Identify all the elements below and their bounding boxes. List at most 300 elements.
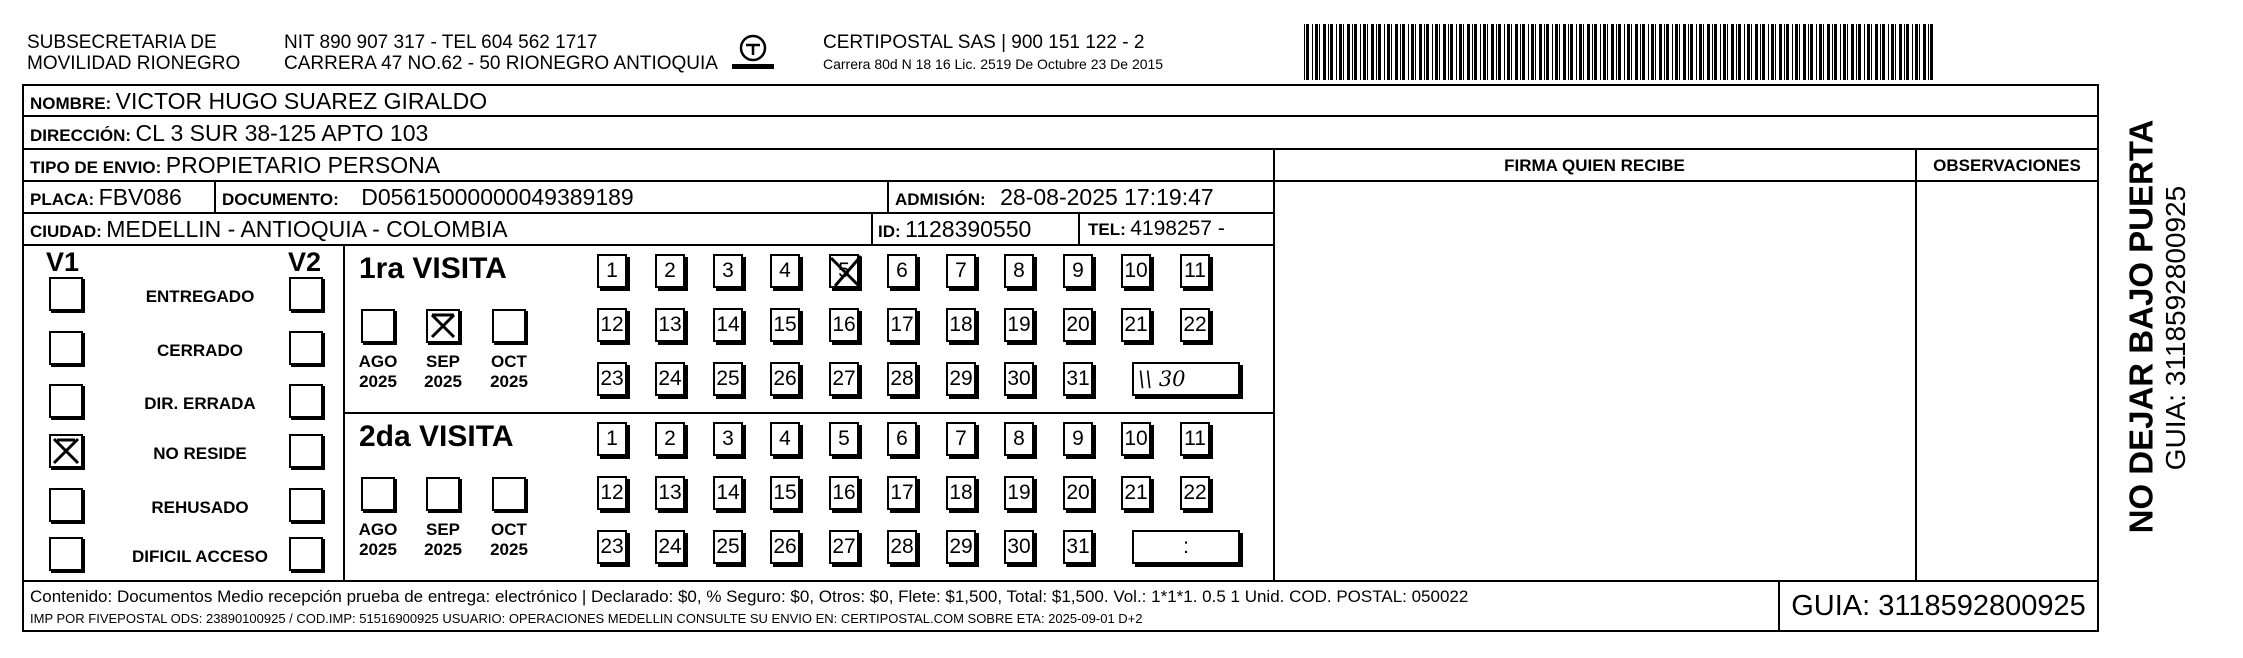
barcode-bar [1391, 24, 1392, 80]
org-name-line2: MOVILIDAD RIONEGRO [27, 53, 241, 74]
barcode-bar [1858, 24, 1861, 80]
day-box[interactable]: 4 [770, 254, 800, 288]
day-box[interactable]: 28 [887, 362, 917, 396]
barcode-bar [1880, 24, 1881, 80]
v1-checkbox[interactable] [49, 434, 83, 468]
day-box[interactable]: 17 [887, 308, 917, 342]
day-box[interactable]: 1 [597, 254, 627, 288]
day-box[interactable]: 27 [829, 530, 859, 564]
barcode-bar [1559, 24, 1560, 80]
barcode-bar [1607, 24, 1608, 80]
barcode-bar [1714, 24, 1717, 80]
barcode-bar [1696, 24, 1697, 80]
barcode-bar [1635, 24, 1638, 80]
observations-area[interactable] [1917, 182, 2097, 578]
address-line: CARRERA 47 NO.62 - 50 RIONEGRO ANTIOQUIA [284, 53, 718, 74]
day-box[interactable]: 12 [597, 308, 627, 342]
day-box[interactable]: 5 [829, 254, 859, 288]
barcode-bar [1904, 24, 1905, 80]
barcode-bar [1587, 24, 1590, 80]
barcode-bar [1840, 24, 1841, 80]
barcode-bar [1515, 24, 1518, 80]
day-box[interactable]: 25 [713, 362, 743, 396]
month-year: 2025 [424, 539, 462, 559]
barcode-bar [1792, 24, 1793, 80]
day-box[interactable]: 19 [1004, 476, 1034, 510]
barcode-bar [1912, 24, 1913, 80]
barcode-bar [1371, 24, 1374, 80]
barcode-bar [1528, 24, 1529, 80]
barcode-bar [1666, 24, 1669, 80]
day-box[interactable]: 11 [1180, 422, 1210, 456]
direccion-row [30, 122, 428, 145]
nombre-label: NOMBRE: [30, 94, 112, 113]
barcode-bar [1672, 24, 1673, 80]
month-name: OCT [491, 520, 527, 539]
day-box[interactable]: 8 [1004, 422, 1034, 456]
barcode-bar [1799, 24, 1800, 80]
status-label: REHUSADO [151, 498, 249, 517]
barcode-bar [1323, 24, 1326, 80]
id-field [878, 218, 1031, 241]
barcode-bar [1579, 24, 1582, 80]
barcode-bar [1363, 24, 1366, 80]
month-checkbox-oct[interactable] [492, 477, 526, 511]
courier-line1: CERTIPOSTAL SAS | 900 151 122 - 2 [823, 32, 1145, 53]
v2-checkbox[interactable] [289, 537, 323, 571]
day-box[interactable]: 9 [1063, 254, 1093, 288]
barcode-bar [1915, 24, 1918, 80]
day-box[interactable]: 30 [1004, 530, 1034, 564]
org-name-line1: SUBSECRETARIA DE [27, 32, 217, 53]
day-box[interactable]: 18 [946, 308, 976, 342]
day-box[interactable]: 15 [770, 476, 800, 510]
tipo-envio-row [30, 154, 440, 177]
x-mark-icon [428, 311, 458, 341]
ciudad-field [30, 218, 508, 241]
day-box[interactable]: 29 [946, 362, 976, 396]
barcode-bar [1520, 24, 1521, 80]
v2-checkbox[interactable] [289, 488, 323, 522]
barcode-bar [1659, 24, 1662, 80]
nombre-value: VICTOR HUGO SUAREZ GIRALDO [115, 88, 488, 114]
day-box[interactable]: 26 [770, 530, 800, 564]
barcode-bar [1522, 24, 1525, 80]
barcode-bar [1594, 24, 1597, 80]
admision-label: ADMISIÓN: [895, 190, 986, 209]
day-box[interactable]: 9 [1063, 422, 1093, 456]
day-box[interactable]: 14 [713, 476, 743, 510]
time-box[interactable]: \\ 30 [1132, 362, 1240, 396]
barcode-bar [1330, 24, 1333, 80]
barcode-bar [1336, 24, 1337, 80]
barcode-bar [1408, 24, 1409, 80]
day-box[interactable]: 8 [1004, 254, 1034, 288]
barcode-bar [1616, 24, 1617, 80]
barcode-bar [1664, 24, 1665, 80]
day-box[interactable]: 22 [1180, 308, 1210, 342]
barcode-bar [1699, 24, 1702, 80]
barcode-bar [1624, 24, 1625, 80]
barcode-bar [1762, 24, 1765, 80]
month-label [414, 352, 472, 391]
day-box[interactable]: 16 [829, 476, 859, 510]
day-box[interactable]: 5 [829, 422, 859, 456]
v2-checkbox[interactable] [289, 434, 323, 468]
barcode-bar [1354, 24, 1357, 80]
id-label: ID: [878, 222, 901, 241]
direccion-label: DIRECCIÓN: [30, 126, 132, 145]
barcode-bar [1306, 24, 1309, 80]
barcode-bar [1655, 24, 1656, 80]
day-box[interactable]: 1 [597, 422, 627, 456]
barcode-bar [1856, 24, 1857, 80]
time-box[interactable]: : [1132, 530, 1240, 564]
day-box[interactable]: 13 [655, 476, 685, 510]
barcode-bar [1775, 24, 1776, 80]
barcode-bar [1906, 24, 1909, 80]
day-box[interactable]: 17 [887, 476, 917, 510]
barcode-bar [1467, 24, 1470, 80]
month-year: 2025 [359, 371, 397, 391]
v2-checkbox[interactable] [289, 277, 323, 311]
barcode-bar [1675, 24, 1678, 80]
month-name: AGO [358, 520, 398, 539]
signature-area[interactable] [1275, 182, 1913, 578]
barcode [1304, 24, 1938, 80]
barcode-bar [1808, 24, 1809, 80]
barcode-bar [1627, 24, 1630, 80]
barcode-bar [1456, 24, 1457, 80]
barcode-bar [1771, 24, 1774, 80]
observaciones-header: OBSERVACIONES [1933, 156, 2081, 175]
id-value: 1128390550 [905, 216, 1032, 242]
v1-checkbox[interactable] [49, 537, 83, 571]
barcode-bar [1487, 24, 1488, 80]
month-year: 2025 [490, 371, 528, 391]
day-box[interactable]: 10 [1121, 422, 1151, 456]
day-box[interactable]: 15 [770, 308, 800, 342]
barcode-bar [1347, 24, 1350, 80]
month-name: AGO [358, 352, 398, 371]
barcode-bar [1631, 24, 1632, 80]
barcode-bar [1843, 24, 1846, 80]
day-box[interactable]: 23 [597, 362, 627, 396]
barcode-bar [1352, 24, 1353, 80]
month-label [414, 520, 472, 559]
day-box[interactable]: 25 [713, 530, 743, 564]
barcode-bar [1491, 24, 1494, 80]
barcode-bar [1507, 24, 1510, 80]
month-checkbox-sep[interactable] [426, 309, 460, 343]
month-label [480, 352, 538, 391]
barcode-bar [1384, 24, 1385, 80]
tel-label: TEL: [1088, 220, 1126, 239]
ciudad-value: MEDELLIN - ANTIOQUIA - COLOMBIA [106, 216, 508, 242]
nombre-row [30, 90, 487, 113]
barcode-bar [1888, 24, 1889, 80]
day-box[interactable]: 6 [887, 254, 917, 288]
barcode-bar [1864, 24, 1865, 80]
barcode-bar [1891, 24, 1894, 80]
placa-field [30, 186, 182, 209]
barcode-bar [1504, 24, 1505, 80]
barcode-bar [1779, 24, 1782, 80]
barcode-bar [1823, 24, 1824, 80]
barcode-bar [1496, 24, 1497, 80]
barcode-bar [1816, 24, 1817, 80]
day-box[interactable]: 22 [1180, 476, 1210, 510]
barcode-bar [1727, 24, 1728, 80]
footer-guia: GUIA: 3118592800925 [1791, 590, 2086, 622]
day-box[interactable]: 2 [655, 254, 685, 288]
barcode-bar [1882, 24, 1885, 80]
day-box[interactable]: 14 [713, 308, 743, 342]
barcode-bar [1315, 24, 1318, 80]
barcode-bar [1400, 24, 1401, 80]
month-year: 2025 [490, 539, 528, 559]
day-box[interactable]: 7 [946, 254, 976, 288]
barcode-bar [1895, 24, 1896, 80]
day-box[interactable]: 31 [1063, 362, 1093, 396]
day-box[interactable]: 2 [655, 422, 685, 456]
barcode-bar [1419, 24, 1422, 80]
visit-title: 2da VISITA [359, 420, 514, 453]
barcode-bar [1618, 24, 1621, 80]
status-label: DIR. ERRADA [144, 394, 256, 413]
x-mark-icon [827, 252, 865, 292]
barcode-bar [1563, 24, 1566, 80]
barcode-bar [1319, 24, 1320, 80]
v1-checkbox[interactable] [49, 488, 83, 522]
tipo-envio-value: PROPIETARIO PERSONA [165, 152, 441, 178]
barcode-bar [1511, 24, 1512, 80]
v1-checkbox[interactable] [49, 384, 83, 418]
month-label [349, 520, 407, 559]
barcode-bar [1474, 24, 1477, 80]
day-box[interactable]: 11 [1180, 254, 1210, 288]
barcode-bar [1703, 24, 1704, 80]
side-notice: NO DEJAR BAJO PUERTA [2122, 119, 2160, 534]
barcode-bar [1832, 24, 1833, 80]
nit-line: NIT 890 907 317 - TEL 604 562 1717 [284, 32, 598, 53]
day-box[interactable]: 27 [829, 362, 859, 396]
month-name: OCT [491, 352, 527, 371]
month-checkbox-ago[interactable] [361, 477, 395, 511]
day-box[interactable]: 24 [655, 362, 685, 396]
barcode-bar [1360, 24, 1361, 80]
barcode-bar [1480, 24, 1481, 80]
barcode-bar [1847, 24, 1848, 80]
month-name: SEP [425, 352, 461, 371]
barcode-bar [1851, 24, 1854, 80]
month-year: 2025 [424, 371, 462, 391]
barcode-bar [1707, 24, 1710, 80]
barcode-bar [1930, 24, 1933, 80]
day-box[interactable]: 20 [1063, 308, 1093, 342]
barcode-bar [1395, 24, 1398, 80]
barcode-bar [1648, 24, 1649, 80]
day-box[interactable]: 31 [1063, 530, 1093, 564]
barcode-bar [1376, 24, 1377, 80]
barcode-bar [1583, 24, 1584, 80]
day-box[interactable]: 29 [946, 530, 976, 564]
side-notice-column [2116, 90, 2160, 560]
month-name: SEP [425, 520, 461, 539]
barcode-bar [1768, 24, 1769, 80]
barcode-bar [1531, 24, 1534, 80]
barcode-bar [1755, 24, 1758, 80]
admision-value: 28-08-2025 17:19:47 [1000, 184, 1214, 210]
barcode-bar [1611, 24, 1614, 80]
barcode-bar [1923, 24, 1926, 80]
barcode-bar [1738, 24, 1741, 80]
day-box[interactable]: 3 [713, 254, 743, 288]
documento-field [222, 186, 634, 209]
day-box[interactable]: 28 [887, 530, 917, 564]
barcode-bar [1555, 24, 1558, 80]
barcode-bar [1304, 24, 1305, 80]
documento-value: D05615000000049389189 [361, 184, 634, 210]
firma-header: FIRMA QUIEN RECIBE [1504, 156, 1685, 175]
barcode-bar [1688, 24, 1689, 80]
footer-print-line: IMP POR FIVEPOSTAL ODS: 23890100925 / COD.IMP: 51516900925 USUARIO: OPERACIONES MEDELLIN CONSULTE SU ENVIO EN: CERTIPOSTAL.COM SOBRE ETA: 2025-09-01 D+2 [30, 611, 1143, 626]
documento-label: DOCUMENTO: [222, 190, 339, 209]
barcode-bar [1387, 24, 1390, 80]
month-checkbox-oct[interactable] [492, 309, 526, 343]
barcode-bar [1899, 24, 1902, 80]
courier-logo-icon [728, 32, 778, 74]
admision-field [895, 186, 1214, 209]
status-label: DIFICIL ACCESO [131, 547, 268, 566]
barcode-bar [1736, 24, 1737, 80]
month-year: 2025 [359, 539, 397, 559]
day-box[interactable]: 13 [655, 308, 685, 342]
barcode-bar [1723, 24, 1726, 80]
barcode-bar [1568, 24, 1569, 80]
month-checkbox-sep[interactable] [426, 477, 460, 511]
barcode-bar [1819, 24, 1822, 80]
ciudad-label: CIUDAD: [30, 222, 102, 241]
month-label [349, 352, 407, 391]
x-mark-icon [51, 436, 81, 466]
tipo-envio-label: TIPO DE ENVIO: [30, 158, 162, 177]
barcode-bar [1328, 24, 1329, 80]
side-guia: GUIA: 3118592800925 [2160, 185, 2191, 471]
barcode-bar [1459, 24, 1462, 80]
barcode-bar [1424, 24, 1425, 80]
barcode-bar [1483, 24, 1486, 80]
day-box[interactable]: 20 [1063, 476, 1093, 510]
barcode-bar [1795, 24, 1798, 80]
day-box[interactable]: 30 [1004, 362, 1034, 396]
barcode-bar [1679, 24, 1680, 80]
barcode-bar [1450, 24, 1453, 80]
v1-header: V1 [46, 247, 80, 277]
day-box[interactable]: 24 [655, 530, 685, 564]
barcode-bar [1827, 24, 1830, 80]
barcode-bar [1552, 24, 1553, 80]
barcode-bar [1378, 24, 1381, 80]
barcode-bar [1786, 24, 1789, 80]
day-box[interactable]: 21 [1121, 476, 1151, 510]
day-box[interactable]: 21 [1121, 308, 1151, 342]
barcode-bar [1751, 24, 1752, 80]
courier-line2: Carrera 80d N 18 16 Lic. 2519 De Octubre 23 De 2015 [823, 56, 1164, 72]
barcode-bar [1747, 24, 1750, 80]
v1-checkbox[interactable] [49, 331, 83, 365]
v1-checkbox[interactable] [49, 277, 83, 311]
barcode-bar [1402, 24, 1405, 80]
side-guia-column [2158, 130, 2194, 530]
barcode-bar [1690, 24, 1693, 80]
barcode-bar [1472, 24, 1473, 80]
barcode-bar [1600, 24, 1601, 80]
barcode-bar [1576, 24, 1577, 80]
day-box[interactable]: 16 [829, 308, 859, 342]
v2-checkbox[interactable] [289, 331, 323, 365]
barcode-bar [1720, 24, 1721, 80]
barcode-bar [1875, 24, 1878, 80]
barcode-bar [1448, 24, 1449, 80]
day-box[interactable]: 3 [713, 422, 743, 456]
barcode-bar [1919, 24, 1920, 80]
barcode-bar [1712, 24, 1713, 80]
day-box[interactable]: 4 [770, 422, 800, 456]
barcode-bar [1744, 24, 1745, 80]
day-box[interactable]: 19 [1004, 308, 1034, 342]
barcode-bar [1867, 24, 1870, 80]
barcode-bar [1642, 24, 1645, 80]
barcode-bar [1439, 24, 1440, 80]
barcode-bar [1498, 24, 1501, 80]
barcode-bar [1435, 24, 1438, 80]
barcode-bar [1803, 24, 1806, 80]
barcode-bar [1810, 24, 1813, 80]
placa-label: PLACA: [30, 190, 95, 209]
direccion-value: CL 3 SUR 38-125 APTO 103 [135, 120, 429, 146]
barcode-bar [1603, 24, 1606, 80]
barcode-bar [1683, 24, 1686, 80]
barcode-bar [1443, 24, 1446, 80]
barcode-bar [1871, 24, 1872, 80]
barcode-bar [1432, 24, 1433, 80]
month-label [480, 520, 538, 559]
barcode-bar [1415, 24, 1416, 80]
month-checkbox-ago[interactable] [361, 309, 395, 343]
barcode-bar [1731, 24, 1734, 80]
tel-field [1088, 218, 1225, 239]
barcode-bar [1834, 24, 1837, 80]
day-box[interactable]: 10 [1121, 254, 1151, 288]
barcode-bar [1539, 24, 1542, 80]
barcode-bar [1544, 24, 1545, 80]
v2-checkbox[interactable] [289, 384, 323, 418]
day-box[interactable]: 26 [770, 362, 800, 396]
footer-content-line: Contenido: Documentos Medio recepción prueba de entrega: electrónico | Declarado: $0, % Seguro: $0, Otros: $0, Flete: $1,500, Total: $1,500. Vol.: 1*1*1. 0.5 1 Unid. COD. POSTAL: 050022 [30, 587, 1469, 606]
barcode-bar [1546, 24, 1549, 80]
status-label: NO RESIDE [153, 444, 247, 463]
day-box[interactable]: 7 [946, 422, 976, 456]
day-box[interactable]: 23 [597, 530, 627, 564]
tel-value: 4198257 - [1130, 217, 1225, 240]
day-box[interactable]: 12 [597, 476, 627, 510]
barcode-bar [1535, 24, 1536, 80]
barcode-bar [1760, 24, 1761, 80]
day-box[interactable]: 18 [946, 476, 976, 510]
barcode-bar [1463, 24, 1464, 80]
day-box[interactable]: 6 [887, 422, 917, 456]
